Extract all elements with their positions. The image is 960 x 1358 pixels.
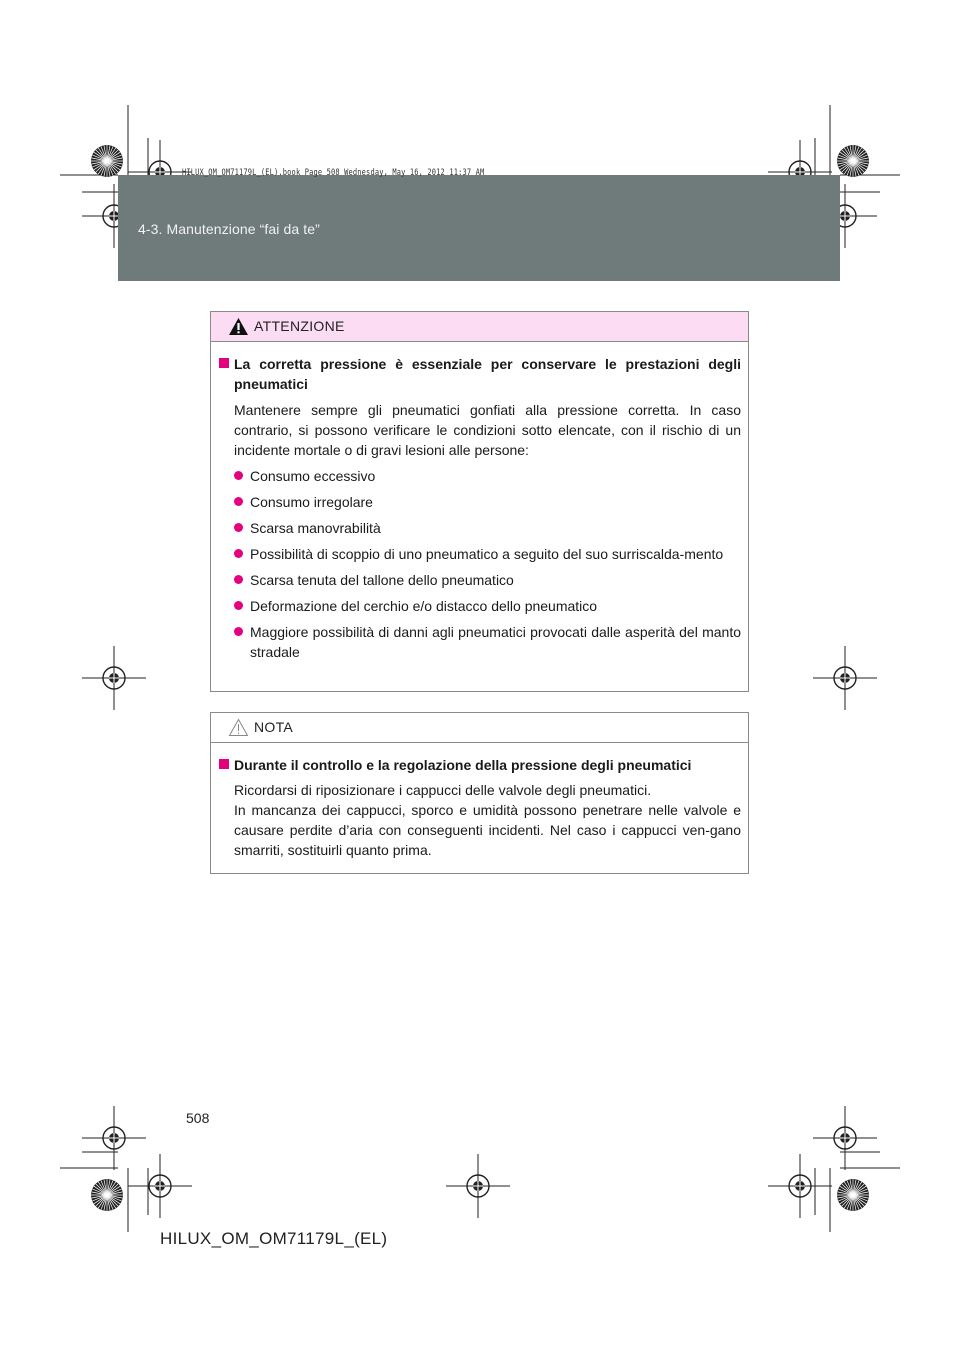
list-item: Consumo eccessivo (234, 466, 741, 486)
warning-triangle-icon (228, 317, 249, 336)
note-box (210, 712, 749, 874)
section-title: 4-3. Manutenzione “fai da te” (138, 221, 320, 237)
warning-heading: La corretta pressione è essenziale per conservare le prestazioni degli pneumatici (219, 354, 741, 394)
list-item: Consumo irregolare (234, 492, 741, 512)
list-item: Possibilità di scoppio di uno pneumatico a seguito del suo surriscalda-mento (234, 544, 741, 564)
list-item: Scarsa tenuta del tallone dello pneumatico (234, 570, 741, 590)
dot-bullet-icon (234, 497, 243, 506)
note-box-header (211, 713, 748, 743)
print-stamp: HILUX_OM_OM71179L_(EL).book Page 508 Wednesday, May 16, 2012 11:37 AM (182, 168, 485, 178)
warning-box-header (211, 312, 748, 342)
dot-bullet-icon (234, 549, 243, 558)
list-item: Maggiore possibilità di danni agli pneumatici provocati dalle asperità del manto stradale (234, 622, 741, 662)
list-item: Deformazione del cerchio e/o distacco dello pneumatico (234, 596, 741, 616)
dot-bullet-icon (234, 471, 243, 480)
note-heading: Durante il controllo e la regolazione della pressione degli pneumatici (219, 755, 741, 775)
notice-triangle-icon (228, 718, 249, 737)
square-bullet-icon (219, 759, 229, 769)
dot-bullet-icon (234, 627, 243, 636)
square-bullet-icon (219, 358, 229, 368)
warning-box (210, 311, 749, 692)
note-text-line1: Ricordarsi di riposizionare i cappucci delle valvole degli pneumatici. (234, 782, 652, 798)
warning-label: ATTENZIONE (254, 318, 345, 334)
note-text-line2: In mancanza dei cappucci, sporco e umidità possono penetrare nelle valvole e causare perdite d’aria con conseguenti incidenti. Nel caso i cappucci ven-gano smarriti, sostituirli quanto prima. (234, 802, 741, 858)
page-number: 508 (186, 1110, 210, 1126)
warning-intro: Mantenere sempre gli pneumatici gonfiati alla pressione corretta. In caso contrario, si possono verificare le condizioni sotto elencate, con il rischio di un incidente mortale o di gravi lesioni alle persone: (234, 402, 741, 458)
dot-bullet-icon (234, 523, 243, 532)
dot-bullet-icon (234, 601, 243, 610)
document-code: HILUX_OM_OM71179L_(EL) (160, 1229, 388, 1248)
dot-bullet-icon (234, 575, 243, 584)
note-label: NOTA (254, 719, 294, 735)
list-item: Scarsa manovrabilità (234, 518, 741, 538)
